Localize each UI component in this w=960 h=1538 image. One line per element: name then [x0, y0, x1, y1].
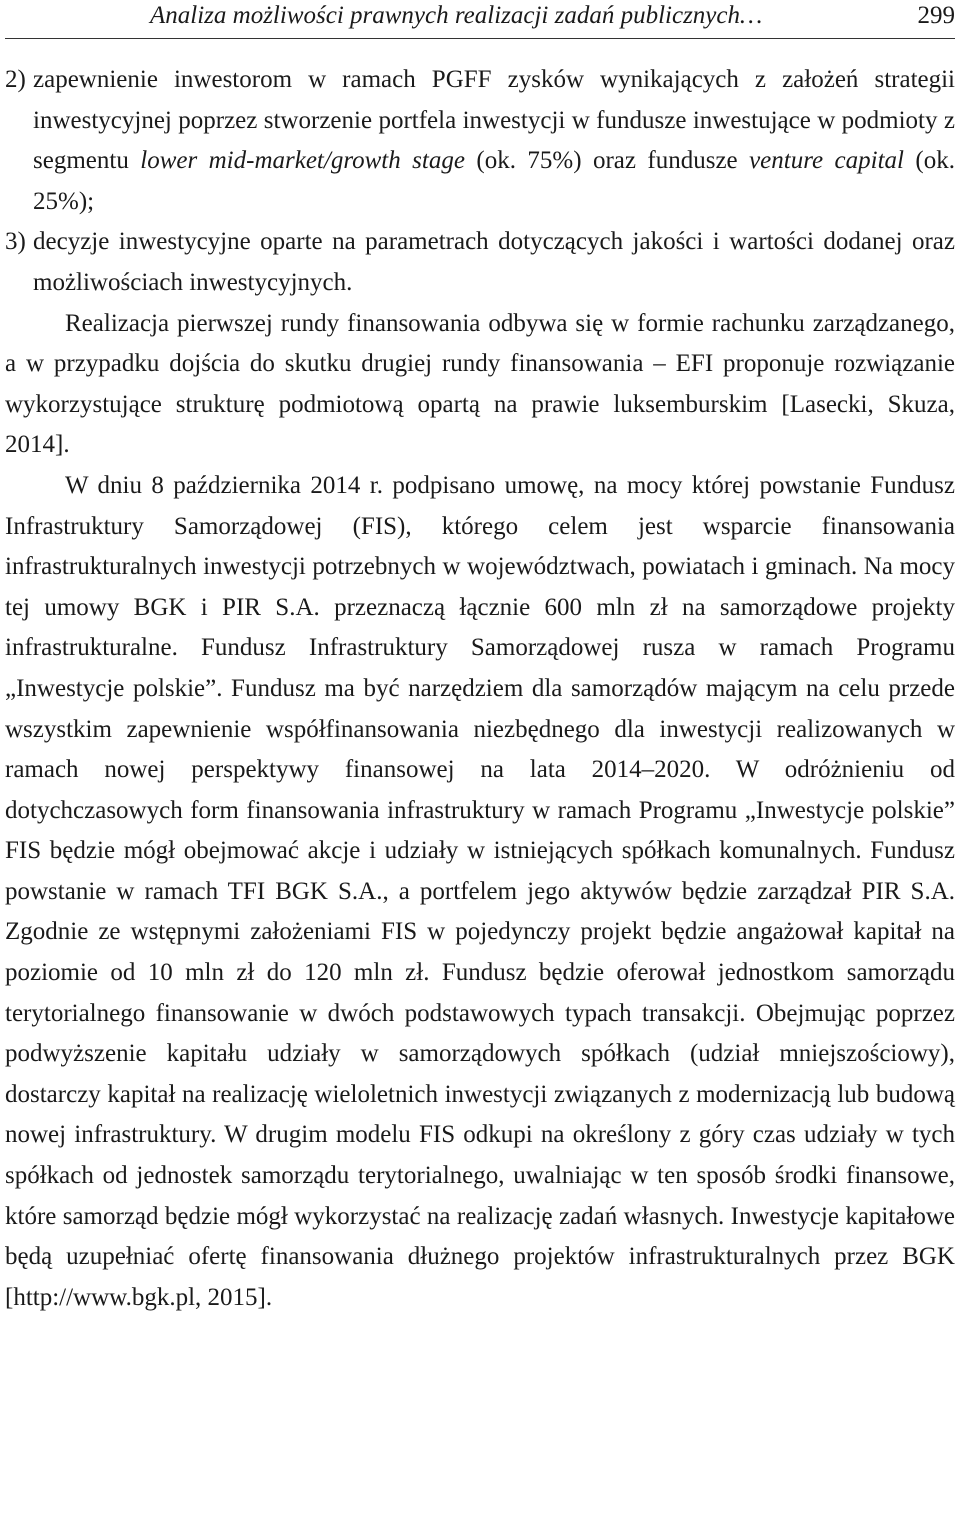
italic-term: venture capital — [749, 147, 904, 175]
page-number: 299 — [917, 2, 955, 29]
list-item-text — [33, 60, 955, 222]
list-item-text: decyzje inwestycyjne oparte na parametrach dotyczących jakości i wartości dodanej oraz możliwościach inwestycyjnych. — [33, 228, 955, 296]
list-text-segment: (ok. 25%); — [33, 147, 955, 215]
paragraph: Realizacja pierwszej rundy finansowania odbywa się w formie rachunku zarządzanego, a w przypadku dojścia do skutku drugiej rundy finansowania – EFI proponuje rozwiązanie wykorzystujące strukturę podmiotową opartą na prawie luksemburskim [Lasecki, Skuza, 2014]. — [5, 309, 955, 459]
italic-term: lower mid-market/growth stage — [140, 147, 465, 175]
header-rule — [5, 38, 955, 39]
list-text-segment: zapewnienie inwestorom w ramach PGFF zysków wynikających z założeń strategii inwestycyjnej poprzez stworzenie portfela inwestycji w fundusze inwestujące w podmioty z segmentu — [33, 66, 955, 175]
running-title: Analiza możliwości prawnych realizacji zadań publicznych… — [150, 2, 763, 29]
list-number: 3) — [5, 228, 26, 256]
list-item — [5, 222, 955, 303]
body-text — [5, 60, 955, 1318]
paragraph: W dniu 8 października 2014 r. podpisano umowę, na mocy której powstanie Fundusz Infrastruktury Samorządowej (FIS), którego celem jest wsparcie finansowania infrastrukturalnych inwestycji potrzebnych w województwach, powiatach i gminach. Na mocy tej umowy BGK i PIR S.A. przeznaczą łącznie 600 mln zł na samorządowe projekty infrastrukturalne. Fundusz Infrastruktury Samorządowej rusza w ramach Programu „Inwestycje polskie”. Fundusz ma być narzędziem dla samorządów mającym na celu przede wszystkim zapewnienie współfinansowania niezbędnego dla inwestycji realizowanych w ramach nowej perspektywy finansowej na lata 2014–2020. W odróżnieniu od dotychczasowych form finansowania infrastruktury w ramach Programu „Inwestycje polskie” FIS będzie mógł obejmować akcje i udziały w istniejących spółkach komunalnych. Fundusz powstanie w ramach TFI BGK S.A., a portfelem jego aktywów będzie zarządzał PIR S.A. Zgodnie ze wstępnymi założeniami FIS w pojedynczy projekt będzie angażował kapitał na poziomie od 10 mln zł do 120 mln zł. Fundusz będzie oferował jednostkom samorządu terytorialnego finansowanie w dwóch podstawowych typach transakcji. Obejmując poprzez podwyższenie kapitału udziały w samorządowych spółkach (udział mniejszościowy), dostarczy kapitał na realizację wieloletnich inwestycji związanych z modernizacją lub budową nowej infrastruktury. W drugim modelu FIS odkupi na określony z góry czas udziały w tych spółkach od jednostek samorządu terytorialnego, uwalniając w ten sposób środki finansowe, które samorząd będzie mógł wykorzystać na realizację zadań własnych. Inwestycje kapitałowe będą uzupełniać ofertę finansowania dłużnego projektów infrastrukturalnych przez BGK [http://www.bgk.pl, 2015]. — [5, 471, 955, 1311]
running-header — [0, 0, 960, 40]
list-number: 2) — [5, 66, 26, 93]
list-text-segment: (ok. 75%) oraz fundusze — [464, 147, 750, 175]
list-item — [5, 60, 955, 222]
